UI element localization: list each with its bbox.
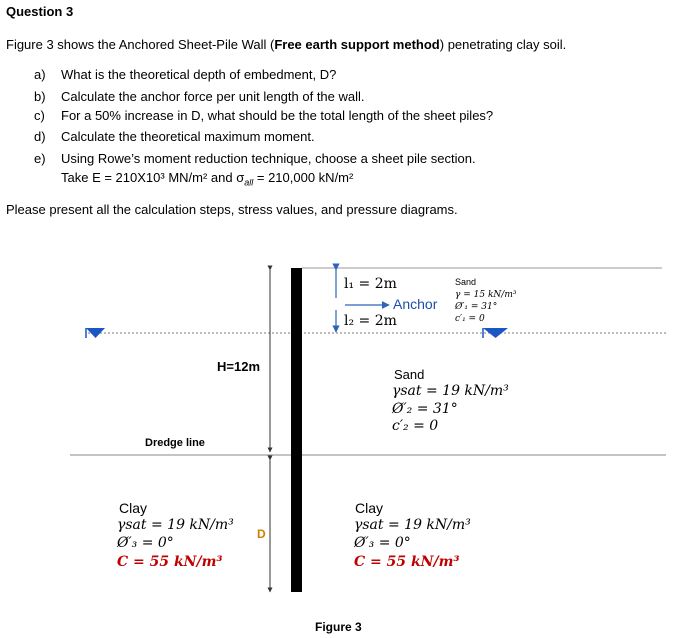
clay-right-c: C = 55 kN/m³	[354, 554, 460, 570]
top-sand-c: c′₁ = 0	[455, 314, 485, 324]
clay-right-gamma: γsat = 19 kN/m³	[354, 517, 471, 533]
top-sand-phi: Ø′₁ = 31°	[455, 302, 498, 312]
figure-caption: Figure 3	[315, 620, 362, 634]
mid-sand-name: Sand	[394, 367, 425, 382]
top-sand-name: Sand	[455, 277, 477, 287]
item-label: e)	[34, 151, 46, 166]
l2-label: l₂ = 2m	[344, 313, 397, 329]
item-e-pre: Take E = 210X10³ MN/m² and σ	[61, 170, 245, 185]
clay-right-name: Clay	[355, 500, 384, 516]
height-label: H=12m	[217, 359, 260, 374]
item-text: Calculate the anchor force per unit length of the wall.	[61, 89, 365, 104]
embedment-label: D	[257, 527, 266, 541]
item-text: For a 50% increase in D, what should be the total length of the sheet piles?	[61, 108, 494, 123]
mid-sand-gamma: γsat = 19 kN/m³	[392, 383, 509, 399]
sheet-pile-wall	[291, 268, 302, 592]
item-e-post: = 210,000 kN/m²	[253, 170, 354, 185]
question-title: Question 3	[6, 4, 74, 19]
clay-right-phi: Ø′₃ = 0°	[354, 535, 411, 551]
item-label: b)	[34, 89, 46, 104]
dredge-line-label: Dredge line	[145, 437, 205, 449]
clay-left-gamma: γsat = 19 kN/m³	[117, 517, 234, 533]
clay-left-phi: Ø′₃ = 0°	[117, 535, 174, 551]
mid-sand-phi: Ø′₂ = 31°	[392, 401, 458, 417]
item-text: Using Rowe’s moment reduction technique, choose a sheet pile section.	[61, 151, 476, 166]
item-label: d)	[34, 129, 46, 144]
anchor-label: Anchor	[393, 296, 438, 312]
item-text: What is the theoretical depth of embedment, D?	[61, 67, 337, 82]
mid-sand-c: c′₂ = 0	[392, 418, 439, 434]
clay-left-c: C = 55 kN/m³	[117, 554, 223, 570]
top-sand-gamma: γ = 15 kN/m³	[455, 290, 517, 300]
l1-label: l₁ = 2m	[344, 276, 397, 292]
intro-bold: Free earth support method	[274, 37, 440, 52]
item-label: c)	[34, 108, 45, 123]
clay-left-name: Clay	[119, 500, 148, 516]
item-label: a)	[34, 67, 46, 82]
item-e-sub: all	[244, 177, 254, 188]
item-text: Calculate the theoretical maximum moment.	[61, 129, 315, 144]
intro-pre: Figure 3 shows the Anchored Sheet-Pile Wall (	[6, 37, 275, 52]
intro-post: ) penetrating clay soil.	[439, 37, 567, 52]
instructions-note: Please present all the calculation steps, stress values, and pressure diagrams.	[6, 202, 458, 217]
